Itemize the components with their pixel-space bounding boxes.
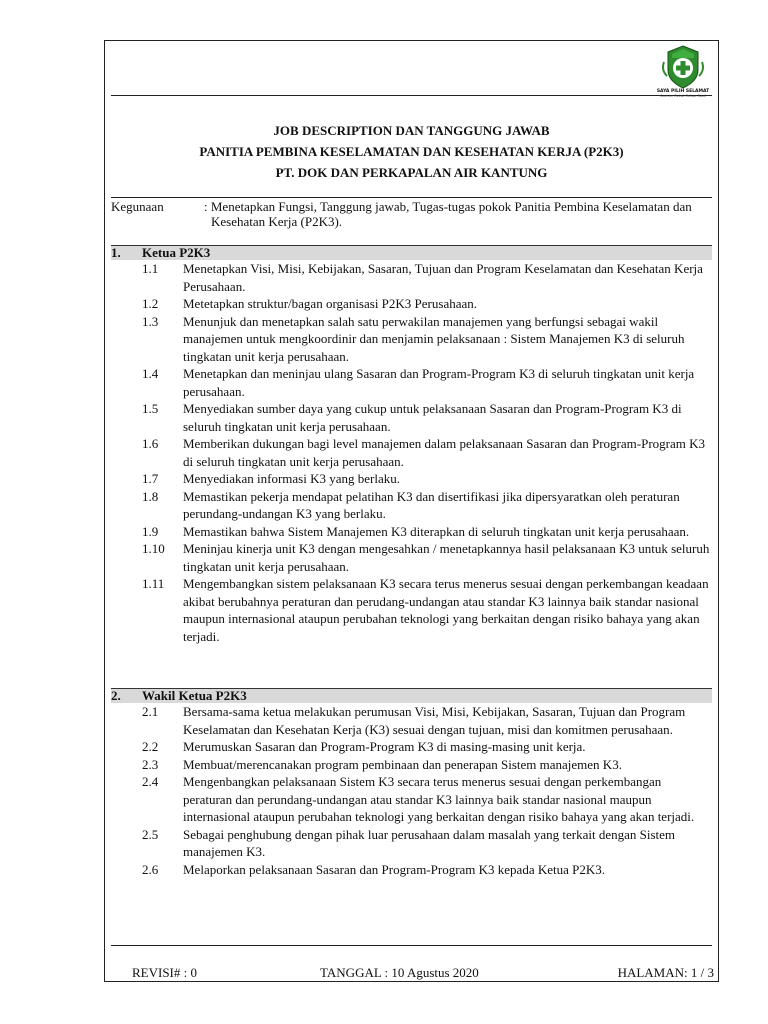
item-text: Menyediakan sumber daya yang cukup untuk pelaksanaan Sasaran dan Program-Program K3 di seluruh tingkatan unit kerja perusahaan. bbox=[183, 401, 682, 434]
list-item bbox=[111, 540, 712, 575]
item-text: Mengembangkan sistem pelaksanaan K3 secara terus menerus sesuai dengan perkembangan keadaan akibat berubahnya peraturan dan perudang-undangan atau standar K3 lainnya baik standar nasional maupun internasional ataupun perubahan teknologi yang berkaitan dengan risiko bahaya yang akan terjadi. bbox=[183, 576, 709, 644]
item-number: 2.1 bbox=[142, 704, 159, 719]
item-text: Menunjuk dan menetapkan salah satu perwakilan manajemen yang berfungsi sebagai wakil manajemen untuk mengkoordinir dan menjamin pelaksanaan : Sistem Manajemen K3 di seluruh tingkatan unit kerja perusahaan. bbox=[183, 313, 685, 364]
item-text: Memberikan dukungan bagi level manajemen dalam pelaksanaan Sasaran dan Program-Program K3 di seluruh tingkatan unit kerja perusahaan. bbox=[183, 436, 705, 469]
item-number: 2.6 bbox=[142, 861, 159, 877]
title-line: PANITIA PEMBINA KESELAMATAN DAN KESEHATAN KERJA (P2K3) bbox=[199, 144, 624, 159]
list-item bbox=[111, 826, 712, 861]
section-number: 1. bbox=[111, 245, 121, 260]
item-text: Membuat/merencanakan program pembinaan dan penerapan Sistem manajemen K3. bbox=[183, 756, 622, 772]
list-item bbox=[111, 756, 712, 774]
item-number: 2.3 bbox=[142, 756, 159, 772]
section-title: Ketua P2K3 bbox=[142, 245, 211, 260]
list-item bbox=[111, 260, 712, 295]
item-number: 2.4 bbox=[142, 774, 159, 789]
item-text: Menetapkan Visi, Misi, Kebijakan, Sasaran, Tujuan dan Program Keselamatan dan Kesehatan Kerja Perusahaan. bbox=[183, 261, 703, 294]
item-number: 2.2 bbox=[142, 739, 159, 754]
purpose-row bbox=[111, 199, 714, 229]
safety-shield-logo-icon bbox=[658, 44, 708, 98]
list-item bbox=[111, 703, 712, 738]
item-text: Metetapkan struktur/bagan organisasi P2K3 Perusahaan. bbox=[183, 296, 477, 311]
list-item bbox=[111, 365, 712, 400]
item-number: 1.3 bbox=[142, 313, 159, 329]
item-text: Melaporkan pelaksanaan Sasaran dan Program-Program K3 kepada Ketua P2K3. bbox=[183, 861, 606, 877]
item-text: Meninjau kinerja unit K3 dengan mengesahkan / menetapkannya hasil pelaksanaan K3 untuk seluruh tingkatan unit kerja perusahaan. bbox=[183, 541, 710, 574]
item-number: 1.1 bbox=[142, 261, 159, 276]
purpose-label: Kegunaan bbox=[111, 199, 164, 214]
section-items bbox=[111, 703, 712, 878]
item-text: Merumuskan Sasaran dan Program-Program K3 di masing-masing unit kerja. bbox=[183, 739, 586, 754]
logo-sub-caption: Amrum Cekat Cekap Sosil bbox=[660, 94, 706, 98]
list-item bbox=[111, 400, 712, 435]
logo-caption: SAYA PILIH SELAMAT bbox=[656, 89, 710, 94]
item-number: 1.4 bbox=[142, 366, 159, 381]
list-item bbox=[111, 738, 712, 756]
purpose-text: : Menetapkan Fungsi, Tanggung jawab, Tugas-tugas pokok Panitia Pembina Keselamatan dan Kesehatan Kerja (P2K3). bbox=[204, 199, 692, 229]
list-item bbox=[111, 773, 712, 826]
item-text: Memastikan bahwa Sistem Manajemen K3 diterapkan di seluruh tingkatan unit kerja perusahaan. bbox=[183, 523, 690, 539]
footer-divider bbox=[111, 945, 712, 946]
section-wakil-ketua bbox=[111, 688, 712, 878]
document-page bbox=[104, 40, 719, 982]
page-number: HALAMAN: 1 / 3 bbox=[617, 965, 714, 980]
section-number: 2. bbox=[111, 688, 121, 703]
list-item bbox=[111, 523, 712, 541]
document-title-block bbox=[105, 120, 718, 183]
item-number: 1.11 bbox=[142, 576, 165, 591]
list-item bbox=[111, 470, 712, 488]
item-number: 1.9 bbox=[142, 523, 159, 539]
item-text: Memastikan pekerja mendapat pelatihan K3 dan disertifikasi jika dipersyaratkan oleh peraturan perundang-undangan K3 yang berlaku. bbox=[183, 488, 680, 521]
list-item bbox=[111, 295, 712, 313]
item-text: Mengenbangkan pelaksanaan Sistem K3 secara terus menerus sesuai dengan perkembangan peraturan dan perundang-undangan atau standar K3 lainnya baik standar nasional maupun internasional ataupun perubahan teknologi yang berkaitan dengan risiko bahaya yang akan terjadi. bbox=[183, 774, 695, 824]
list-item bbox=[111, 575, 712, 645]
item-number: 1.5 bbox=[142, 401, 159, 416]
revision-number: REVISI# : 0 bbox=[132, 965, 197, 980]
section-title: Wakil Ketua P2K3 bbox=[142, 688, 247, 703]
item-number: 1.2 bbox=[142, 296, 159, 311]
title-line: JOB DESCRIPTION DAN TANGGUNG JAWAB bbox=[273, 123, 550, 138]
document-date: TANGGAL : 10 Agustus 2020 bbox=[320, 965, 479, 980]
list-item bbox=[111, 488, 712, 523]
title-line: PT. DOK DAN PERKAPALAN AIR KANTUNG bbox=[275, 165, 548, 180]
item-number: 1.8 bbox=[142, 488, 159, 504]
item-text: Sebagai penghubung dengan pihak luar perusahaan dalam masalah yang terkait dengan Sistem manajemen K3. bbox=[183, 826, 676, 859]
list-item bbox=[111, 861, 712, 879]
list-item bbox=[111, 435, 712, 470]
header-divider bbox=[111, 95, 712, 96]
item-number: 1.6 bbox=[142, 436, 159, 451]
list-item bbox=[111, 313, 712, 366]
section-items bbox=[111, 260, 712, 645]
item-number: 1.7 bbox=[142, 471, 159, 486]
section-ketua bbox=[111, 245, 712, 645]
section-heading bbox=[111, 688, 712, 703]
purpose-divider bbox=[111, 197, 712, 198]
section-heading bbox=[111, 245, 712, 260]
item-number: 2.5 bbox=[142, 826, 159, 842]
item-number: 1.10 bbox=[142, 541, 165, 556]
item-text: Menetapkan dan meninjau ulang Sasaran dan Program-Program K3 di seluruh tingkatan unit kerja perusahaan. bbox=[183, 366, 695, 399]
item-text: Menyediakan informasi K3 yang berlaku. bbox=[183, 471, 400, 486]
item-text: Bersama-sama ketua melakukan perumusan Visi, Misi, Kebijakan, Sasaran, Tujuan dan Program Keselamatan dan Kesehatan Kerja (K3) sesuai dengan tujuan, misi dan komitmen perusahaan. bbox=[183, 704, 686, 737]
